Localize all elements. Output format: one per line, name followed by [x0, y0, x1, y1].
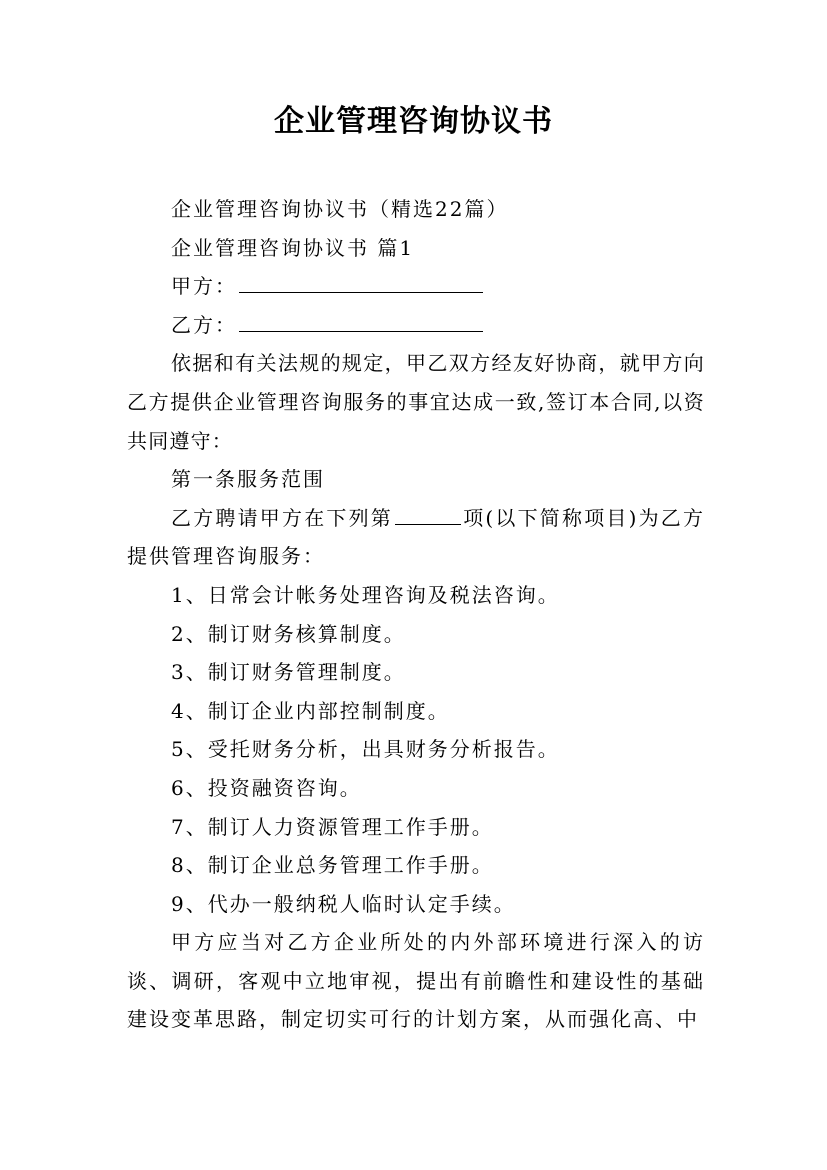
list-item: 4、制订企业内部控制制度。: [171, 698, 450, 723]
service-scope-before: 乙方聘请甲方在下列第: [171, 505, 393, 530]
subtitle-paragraph: 企业管理咨询协议书（精选22篇）: [171, 197, 509, 221]
party-a-blank: [239, 270, 483, 293]
list-item: 2、制订财务核算制度。: [171, 621, 406, 646]
list-item: 3、制订财务管理制度。: [171, 660, 406, 685]
section-heading: 企业管理咨询协议书 篇1: [171, 235, 415, 260]
list-item: 8、制订企业总务管理工作手册。: [171, 853, 494, 878]
party-b-line: [127, 306, 705, 345]
party-b-label: 乙方：: [171, 312, 237, 337]
party-b-blank: [239, 309, 483, 332]
document-body: [127, 190, 705, 1039]
service-scope-after: 项(以下简称项目)为乙方提供管理咨询服务：: [127, 505, 706, 569]
list-item: 5、受托财务分析，出具财务分析报告。: [171, 737, 560, 762]
service-scope-paragraph: [127, 499, 705, 576]
article-one-heading: 第一条服务范围: [171, 467, 325, 492]
party-a-line: [127, 267, 705, 306]
item-number-blank: [395, 502, 461, 525]
list-item: 1、日常会计帐务处理咨询及税法咨询。: [171, 582, 560, 607]
intro-paragraph: 依据和有关法规的规定，甲乙双方经友好协商，就甲方向乙方提供企业管理咨询服务的事宜达成一致,签订本合同,以资共同遵守：: [127, 351, 705, 453]
party-a-label: 甲方：: [171, 274, 237, 299]
document-title: 企业管理咨询协议书: [274, 104, 553, 139]
closing-paragraph: 甲方应当对乙方企业所处的内外部环境进行深入的访谈、调研，客观中立地审视，提出有前瞻性和建设性的基础建设变革思路，制定切实可行的计划方案，从而强化高、中: [127, 930, 705, 1032]
list-item: 9、代办一般纳税人临时认定手续。: [171, 891, 516, 916]
list-item: 6、投资融资咨询。: [171, 775, 362, 800]
list-item: 7、制订人力资源管理工作手册。: [171, 814, 494, 839]
